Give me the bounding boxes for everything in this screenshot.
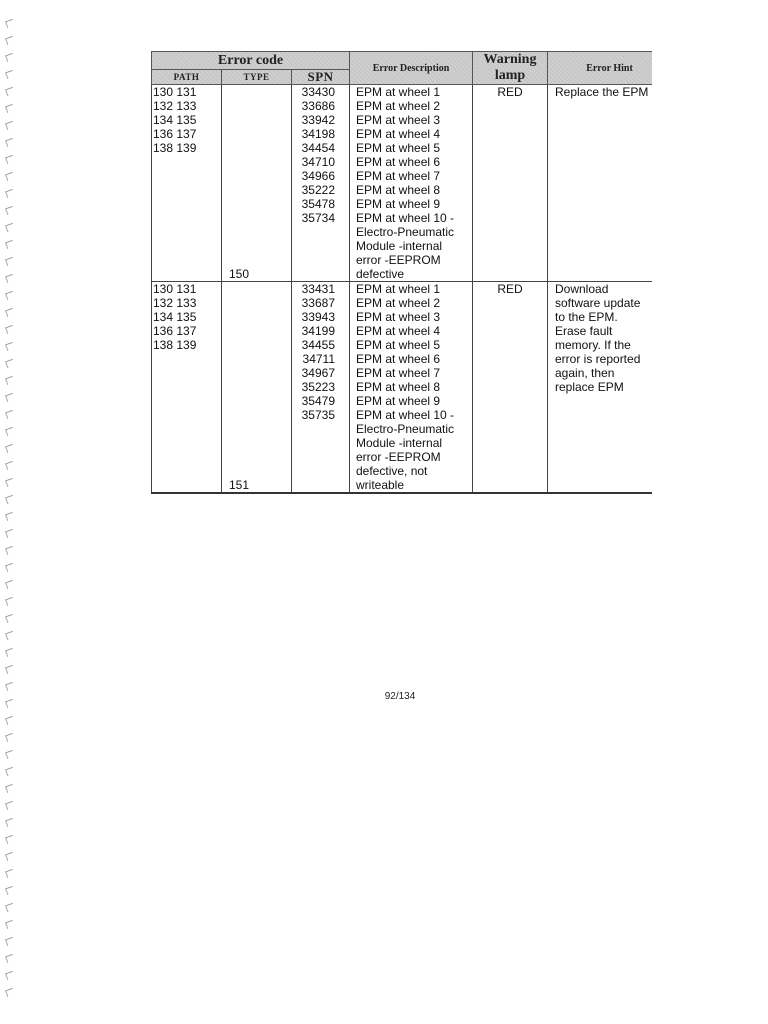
header-warning-lamp: Warning lamp [473, 52, 548, 85]
description-line: EPM at wheel 6 [356, 352, 441, 366]
description-line: EPM at wheel 1 [356, 282, 441, 296]
path-value: 138 139 [153, 338, 197, 352]
binding-mark [5, 988, 15, 997]
spn-value: 33431 [301, 282, 335, 296]
spn-cell [292, 282, 350, 494]
binding-marks [6, 20, 20, 1010]
description-line: EPM at wheel 7 [356, 366, 441, 380]
binding-mark [5, 461, 15, 470]
spn-value: 33430 [301, 85, 335, 99]
hint-line: replace EPM [555, 380, 624, 394]
binding-mark [5, 274, 15, 283]
spn-value: 34199 [301, 324, 335, 338]
binding-mark [5, 920, 15, 929]
binding-mark [5, 767, 15, 776]
binding-mark [5, 240, 15, 249]
description-line: error -EEPROM [356, 450, 441, 464]
binding-mark [5, 648, 15, 657]
binding-mark [5, 138, 15, 147]
binding-mark [5, 444, 15, 453]
binding-mark [5, 342, 15, 351]
path-value: 132 133 [153, 99, 197, 113]
error-hint-cell [548, 282, 653, 494]
warning-lamp-cell: RED [473, 85, 548, 282]
binding-mark [5, 614, 15, 623]
binding-mark [5, 886, 15, 895]
description-line: defective, not [356, 464, 428, 478]
spn-value: 33686 [301, 99, 335, 113]
binding-mark [5, 19, 15, 28]
table-body [152, 85, 653, 494]
binding-mark [5, 512, 15, 521]
path-value: 130 131 [153, 282, 197, 296]
binding-mark [5, 206, 15, 215]
description-line: EPM at wheel 9 [356, 197, 441, 211]
spn-value: 33943 [301, 310, 335, 324]
description-cell [350, 85, 473, 282]
hint-line: memory. If the [555, 338, 631, 352]
spn-value: 35223 [301, 380, 335, 394]
header-type: TYPE [222, 70, 292, 85]
hint-line: Erase fault [555, 324, 613, 338]
binding-mark [5, 546, 15, 555]
error-code-table [151, 51, 652, 494]
binding-mark [5, 750, 15, 759]
binding-mark [5, 801, 15, 810]
spn-value: 34455 [301, 338, 335, 352]
hint-line: again, then [555, 366, 615, 380]
description-line: EPM at wheel 10 - [356, 211, 455, 225]
description-line: EPM at wheel 1 [356, 85, 441, 99]
spn-value: 35479 [301, 394, 335, 408]
binding-mark [5, 733, 15, 742]
path-value: 130 131 [153, 85, 197, 99]
hint-line: to the EPM. [555, 310, 618, 324]
header-error-description: Error Description [350, 52, 473, 85]
spn-value: 33687 [301, 296, 335, 310]
spn-value: 34454 [301, 141, 335, 155]
binding-mark [5, 682, 15, 691]
description-line: defective [356, 267, 405, 281]
type-value: 151 [229, 478, 250, 492]
binding-mark [5, 410, 15, 419]
spn-value: 35478 [301, 197, 335, 211]
description-line: EPM at wheel 5 [356, 338, 441, 352]
binding-mark [5, 376, 15, 385]
spn-value: 34710 [301, 155, 335, 169]
description-line: EPM at wheel 5 [356, 141, 441, 155]
description-line: EPM at wheel 3 [356, 310, 441, 324]
table-row [152, 282, 653, 494]
spn-value: 35734 [301, 211, 335, 225]
binding-mark [5, 495, 15, 504]
path-value: 134 135 [153, 310, 197, 324]
spn-value: 33942 [301, 113, 335, 127]
binding-mark [5, 53, 15, 62]
binding-mark [5, 121, 15, 130]
error-hint-cell [548, 85, 653, 282]
page-number: 92/134 [384, 691, 416, 702]
header-path: PATH [152, 70, 222, 85]
spn-value: 34967 [301, 366, 335, 380]
binding-mark [5, 155, 15, 164]
binding-mark [5, 716, 15, 725]
binding-mark [5, 257, 15, 266]
spn-value: 35735 [301, 408, 335, 422]
description-cell [350, 282, 473, 494]
binding-mark [5, 971, 15, 980]
description-line: EPM at wheel 2 [356, 296, 441, 310]
binding-mark [5, 478, 15, 487]
error-table-container [151, 51, 652, 494]
description-line: EPM at wheel 4 [356, 127, 441, 141]
hint-line: software update [555, 296, 641, 310]
warning-lamp-cell: RED [473, 282, 548, 494]
binding-mark [5, 835, 15, 844]
binding-mark [5, 359, 15, 368]
binding-mark [5, 852, 15, 861]
table-row [152, 85, 653, 282]
binding-mark [5, 903, 15, 912]
spn-value: 34966 [301, 169, 335, 183]
description-line: writeable [356, 478, 405, 492]
spn-value: 34711 [302, 352, 335, 366]
binding-mark [5, 308, 15, 317]
binding-mark [5, 937, 15, 946]
hint-line: Download [555, 282, 609, 296]
binding-mark [5, 325, 15, 334]
binding-mark [5, 818, 15, 827]
binding-mark [5, 36, 15, 45]
binding-mark [5, 104, 15, 113]
description-line: EPM at wheel 9 [356, 394, 441, 408]
binding-mark [5, 172, 15, 181]
description-line: EPM at wheel 4 [356, 324, 441, 338]
binding-mark [5, 189, 15, 198]
description-line: error -EEPROM [356, 253, 441, 267]
binding-mark [5, 529, 15, 538]
binding-mark [5, 631, 15, 640]
description-line: EPM at wheel 2 [356, 99, 441, 113]
description-line: EPM at wheel 7 [356, 169, 441, 183]
spn-value: 35222 [301, 183, 335, 197]
binding-mark [5, 869, 15, 878]
binding-mark [5, 784, 15, 793]
binding-mark [5, 223, 15, 232]
binding-mark [5, 87, 15, 96]
binding-mark [5, 665, 15, 674]
path-cell [152, 282, 222, 494]
description-line: EPM at wheel 8 [356, 183, 441, 197]
spn-value: 34198 [301, 127, 335, 141]
path-value: 132 133 [153, 296, 197, 310]
spn-cell [292, 85, 350, 282]
binding-mark [5, 427, 15, 436]
path-value: 136 137 [153, 127, 197, 141]
description-line: Electro-Pneumatic [356, 225, 455, 239]
binding-mark [5, 393, 15, 402]
binding-mark [5, 954, 15, 963]
description-line: EPM at wheel 10 - [356, 408, 455, 422]
hint-line: error is reported [555, 352, 641, 366]
description-line: Module -internal [356, 436, 443, 450]
type-cell [222, 282, 292, 494]
path-value: 134 135 [153, 113, 197, 127]
type-cell [222, 85, 292, 282]
path-value: 136 137 [153, 324, 197, 338]
description-line: EPM at wheel 8 [356, 380, 441, 394]
description-line: Module -internal [356, 239, 443, 253]
path-cell [152, 85, 222, 282]
path-value: 138 139 [153, 141, 197, 155]
binding-mark [5, 597, 15, 606]
binding-mark [5, 70, 15, 79]
binding-mark [5, 291, 15, 300]
header-error-hint: Error Hint [548, 52, 653, 85]
hint-line: Replace the EPM [555, 85, 649, 99]
type-value: 150 [229, 267, 250, 281]
description-line: EPM at wheel 6 [356, 155, 441, 169]
binding-mark [5, 580, 15, 589]
description-line: Electro-Pneumatic [356, 422, 455, 436]
binding-mark [5, 563, 15, 572]
description-line: EPM at wheel 3 [356, 113, 441, 127]
header-error-code: Error code [152, 52, 350, 70]
header-spn: SPN [292, 70, 350, 85]
